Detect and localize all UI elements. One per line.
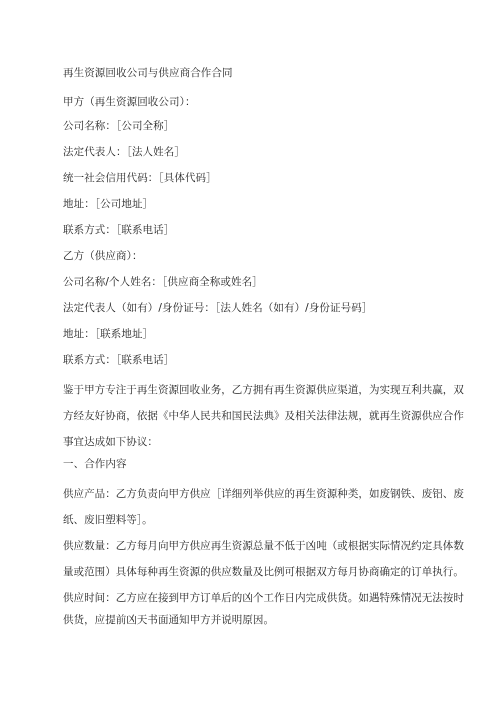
document-title: 再生资源回收公司与供应商合作合同 [63,67,233,79]
party-a-legal-rep: 法定代表人：［法人姓名］ [63,146,185,158]
party-a-address: 地址：［公司地址］ [63,198,154,210]
section-1-heading: 一、合作内容 [63,458,127,470]
party-b-address: 地址：［联系地址］ [63,328,154,340]
preamble-line: 鉴于甲方专注于再生资源回收业务，乙方拥有再生资源供应渠道，为实现互利共赢，双 [63,384,464,396]
party-a-credit-code: 统一社会信用代码：［具体代码］ [63,172,217,184]
supply-quantity-paragraph [63,533,464,585]
party-a-heading: 甲方（再生资源回收公司）： [63,96,196,108]
supply-time-paragraph [63,587,464,631]
paragraph-line: 供应时间：乙方应在接到甲方订单后的凶个工作日内完成供货。如遇特殊情况无法按时 [63,592,464,604]
paragraph-line: 纸、废旧塑料等］。 [63,514,153,526]
party-b-name: 公司名称/个人姓名：［供应商全称或姓名］ [63,276,263,288]
preamble-line: 事宜达成如下协议： [63,436,158,448]
paragraph-line: 量或范围）具体每种再生资源的供应数量及比例可根据双方每月协商确定的订单执行。 [63,566,464,578]
party-b-contact: 联系方式：［联系电话］ [63,354,175,366]
party-a-contact: 联系方式：［联系电话］ [63,224,175,236]
preamble-line: 方经友好协商，依据《中华人民共和国民法典》及相关法律法规，就再生资源供应合作 [63,410,464,422]
paragraph-line: 供应产品：乙方负责向甲方供应［详细列举供应的再生资源种类，如废钢铁、废铝、废 [63,488,464,500]
paragraph-line: 供应数量：乙方每月向甲方供应再生资源总量不低于凶吨（或根据实际情况约定具体数 [63,540,464,552]
paragraph-line: 供货，应提前凶天书面通知甲方并说明原因。 [63,614,274,626]
party-b-legal-rep-id: 法定代表人（如有）/身份证号：［法人姓名（如有）/身份证号码］ [63,302,373,314]
party-b-heading: 乙方（供应商）： [63,250,143,262]
party-a-company-name: 公司名称：［公司全称］ [63,120,175,132]
preamble-paragraph [63,377,464,455]
supply-product-paragraph [63,481,464,533]
